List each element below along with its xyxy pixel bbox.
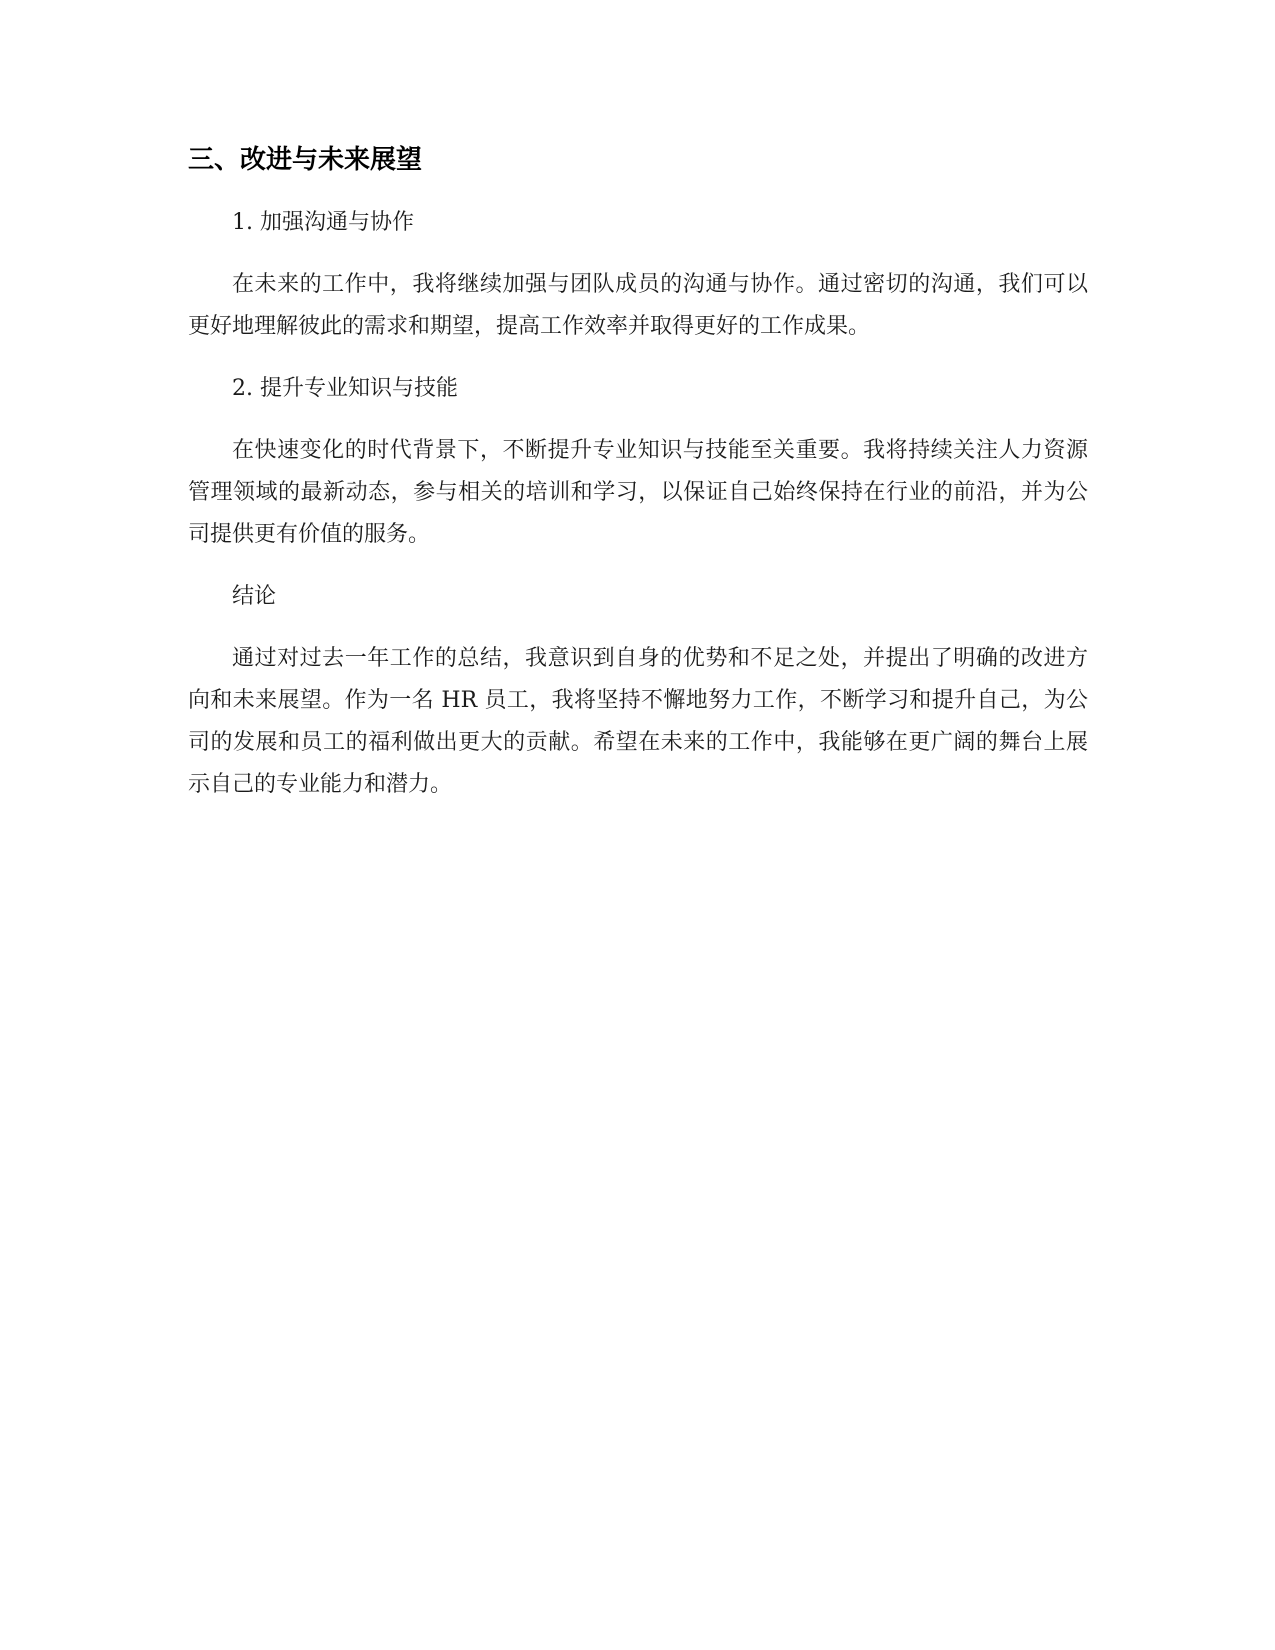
document-body: [188, 140, 1088, 826]
subheading-skills: 2. 提升专业知识与技能: [232, 376, 458, 401]
section-heading: 三、改进与未来展望: [188, 145, 423, 175]
paragraph-communication: 在未来的工作中，我将继续加强与团队成员的沟通与协作。通过密切的沟通，我们可以更好地理解彼此的需求和期望，提高工作效率并取得更好的工作成果。: [188, 272, 1088, 339]
paragraph-conclusion: 通过对过去一年工作的总结，我意识到自身的优势和不足之处，并提出了明确的改进方向和未来展望。作为一名 HR 员工，我将坚持不懈地努力工作，不断学习和提升自己，为公司的发展和员工的福利做出更大的贡献。希望在未来的工作中，我能够在更广阔的舞台上展示自己的专业能力和潜力。: [188, 646, 1088, 797]
paragraph-skills: 在快速变化的时代背景下，不断提升专业知识与技能至关重要。我将持续关注人力资源管理领域的最新动态，参与相关的培训和学习，以保证自己始终保持在行业的前沿，并为公司提供更有价值的服务。: [188, 438, 1088, 547]
conclusion-heading: 结论: [232, 584, 277, 609]
subheading-communication: 1. 加强沟通与协作: [232, 210, 414, 235]
